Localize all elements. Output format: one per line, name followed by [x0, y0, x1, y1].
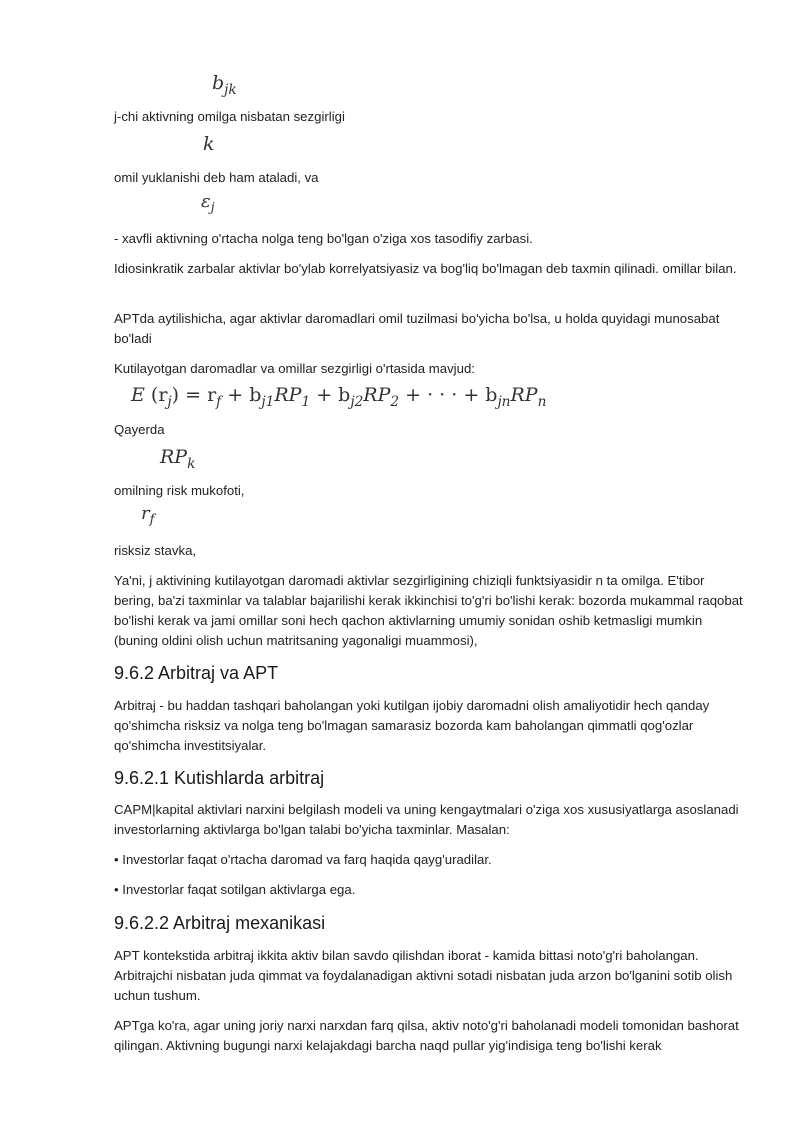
paragraph-linear-function: Ya'ni, j aktivining kutilayotgan daromadi aktivlar sezgirligining chiziqli funktsiyasidir n ta omilga. E'tibor bering, ba'zi taxminlar va talablar bajarilishi kerak ikkinchisi to'g'ri bo'lishi kerak: bozorda mukammal raqobat bo'lishi kerak va jami omillar soni hech qachon aktivlarning umumiy sonidan oshib ketmasligi mumkin (buning oldini olish uchun matritsaning yagonaligi muammosi), — [114, 573, 743, 648]
bullet-item-mean-variance: • Investorlar faqat o'rtacha daromad va farq haqida qayg'uradilar. — [114, 852, 492, 867]
paragraph-risk-premium: omilning risk mukofoti, — [114, 483, 245, 498]
paragraph-risk-free: risksiz stavka, — [114, 543, 197, 558]
paragraph-mispriced-asset: APTga ko'ra, agar uning joriy narxi narxdan farq qilsa, aktiv noto'g'ri baholanadi modeli tomonidan bashorat qilingan. Aktivning bugungi narxi kelajakdagi barcha naqd pullar yig'indisiga teng bo'lishi kerak — [114, 1018, 739, 1053]
paragraph-capm: CAPM|kapital aktivlari narxini belgilash modeli va uning kengaytmalari o'ziga xos xususiyatlarga asoslanadi investorlarning aktivlarga bo'lgan talabi bo'yicha taxminlar. Masalan: — [114, 802, 739, 837]
math-k: k — [203, 133, 215, 155]
math-r-f: $r_f$ — [141, 503, 155, 528]
heading-arbitrage-apt: 9.6.2 Arbitraj va APT — [114, 663, 279, 683]
paragraph-idiosyncratic: Idiosinkratik zarbalar aktivlar bo'ylab korrelyatsiyasiz va bog'liq bo'lmagan deb taxmin qilinadi. omillar bilan. — [114, 261, 737, 276]
math-rp-k: $RP_k$ — [160, 446, 196, 472]
paragraph-shock: - xavfli aktivning o'rtacha nolga teng bo'lgan o'ziga xos tasodifiy zarbasi. — [114, 231, 533, 246]
paragraph-factor-loading: omil yuklanishi deb ham ataladi, va — [114, 170, 319, 185]
paragraph-arbitrage-definition: Arbitraj - bu haddan tashqari baholangan yoki kutilgan ijobiy daromadni olish amaliyotidir hech qanday qo'shimcha risksiz va nolga teng bo'lmagan samarasiz bozorda kam baholangan qimmatli qog'ozlar qo'shimcha investitsiyalar. — [114, 698, 710, 753]
paragraph-sensitivity: j-chi aktivning omilga nisbatan sezgirligi — [114, 109, 345, 124]
paragraph-arbitrage-context: APT kontekstida arbitraj ikkita aktiv bilan savdo qilishdan iborat - kamida bittasi noto'g'ri baholangan. Arbitrajchi nisbatan juda qimmat va foydalanadigan aktivni sotadi nisbatan juda arzon bo'lganini sotib olish uchun tushum. — [114, 948, 733, 1003]
heading-arbitrage-mechanics: 9.6.2.2 Arbitraj mexanikasi — [114, 913, 326, 933]
paragraph-where: Qayerda — [114, 422, 165, 437]
paragraph-apt-statement: APTda aytilishicha, agar aktivlar daromadlari omil tuzilmasi bo'yicha bo'lsa, u holda quyidagi munosabat bo'ladi — [114, 311, 720, 346]
heading-arbitrage-expectations: 9.6.2.1 Kutishlarda arbitraj — [114, 768, 325, 788]
math-b-jk: $b_{jk}$ — [212, 72, 237, 98]
math-epsilon-j: $\varepsilon_j$ — [201, 191, 215, 216]
apt-equation: E $(r_j) = r_f + b_{j1}RP_1 + b_{j2}RP_2$ + · · · + $b_{jn}RP_n$ — [131, 384, 547, 410]
paragraph-expected-returns: Kutilayotgan daromadlar va omillar sezgirligi o'rtasida mavjud: — [114, 361, 475, 376]
bullet-item-traded-assets: • Investorlar faqat sotilgan aktivlarga ega. — [114, 882, 356, 897]
